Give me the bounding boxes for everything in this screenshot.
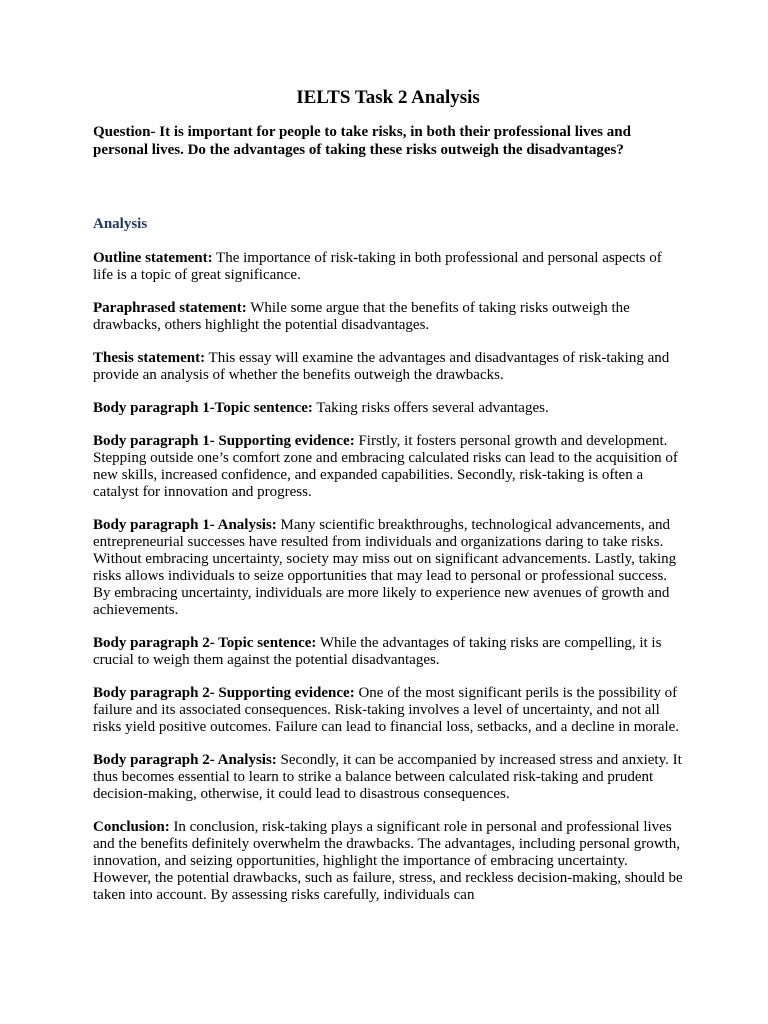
paragraph-body1-analysis xyxy=(93,517,683,619)
analysis-heading: Analysis xyxy=(93,216,148,232)
paragraph-text: The importance of risk-taking in both professional and personal aspects of life is a topic of great significance. xyxy=(93,250,662,283)
paragraph-text: While some argue that the benefits of taking risks outweigh the drawbacks, others highlight the potential disadvantages. xyxy=(93,300,630,333)
paragraph-body2-topic xyxy=(93,635,683,669)
paragraph-paraphrased-statement xyxy=(93,300,683,334)
paragraph-conclusion xyxy=(93,819,683,904)
paragraph-outline-statement xyxy=(93,250,683,284)
paragraph-text: Firstly, it fosters personal growth and development. Stepping outside one’s comfort zone and embracing calculated risks can lead to the acquisition of new skills, increased confidence, and expanded capabilities. Secondly, risk-taking is often a catalyst for innovation and progress. xyxy=(93,433,678,500)
paragraph-label: Thesis statement: xyxy=(93,350,206,366)
paragraph-text: This essay will examine the advantages and disadvantages of risk-taking and provide an analysis of whether the benefits outweigh the drawbacks. xyxy=(93,350,670,383)
paragraph-body1-topic xyxy=(93,400,683,417)
document-title: IELTS Task 2 Analysis xyxy=(296,87,480,108)
paragraph-text: Many scientific breakthroughs, technological advancements, and entrepreneurial successes have resulted from individuals and organizations daring to take risks. Without embracing uncertainty, society may miss out on significant advancements. Lastly, taking risks allows individuals to seize opportunities that may lead to personal or professional success. By embracing uncertainty, individuals are more likely to experience new avenues of growth and achievements. xyxy=(93,517,677,618)
paragraph-label: Body paragraph 2- Analysis: xyxy=(93,752,277,768)
paragraph-label: Conclusion: xyxy=(93,819,170,835)
paragraph-text: While the advantages of taking risks are compelling, it is crucial to weigh them against the potential disadvantages. xyxy=(93,635,662,668)
paragraph-label: Body paragraph 2- Topic sentence: xyxy=(93,635,317,651)
document-page xyxy=(93,86,683,904)
paragraph-label: Body paragraph 2- Supporting evidence: xyxy=(93,685,355,701)
paragraph-body1-evidence xyxy=(93,433,683,501)
paragraph-body2-evidence xyxy=(93,685,683,736)
question-text: Question- It is important for people to take risks, in both their professional lives and personal lives. Do the advantages of taking these risks outweigh the disadvantages? xyxy=(93,124,631,158)
paragraph-label: Body paragraph 1- Supporting evidence: xyxy=(93,433,355,449)
paragraph-thesis-statement xyxy=(93,350,683,384)
paragraph-text: Taking risks offers several advantages. xyxy=(312,400,549,416)
paragraph-label: Paraphrased statement: xyxy=(93,300,247,316)
paragraph-body2-analysis xyxy=(93,752,683,803)
paragraph-label: Body paragraph 1-Topic sentence: xyxy=(93,400,313,416)
paragraph-text: Secondly, it can be accompanied by increased stress and anxiety. It thus becomes essential to learn to strike a balance between calculated risk-taking and prudent decision-making, otherwise, it could lead to disastrous consequences. xyxy=(93,752,682,802)
paragraph-label: Outline statement: xyxy=(93,250,213,266)
paragraph-label: Body paragraph 1- Analysis: xyxy=(93,517,277,533)
paragraph-text: In conclusion, risk-taking plays a significant role in personal and professional lives and the benefits definitely overwhelm the drawbacks. The advantages, including personal growth, innovation, and seizing opportunities, highlight the importance of embracing uncertainty. However, the potential drawbacks, such as failure, stress, and reckless decision-making, should be taken into account. By assessing risks carefully, individuals can xyxy=(93,819,683,903)
paragraph-text: One of the most significant perils is the possibility of failure and its associated consequences. Risk-taking involves a level of uncertainty, and not all risks yield positive outcomes. Failure can lead to financial loss, setbacks, and a decline in morale. xyxy=(93,685,680,735)
